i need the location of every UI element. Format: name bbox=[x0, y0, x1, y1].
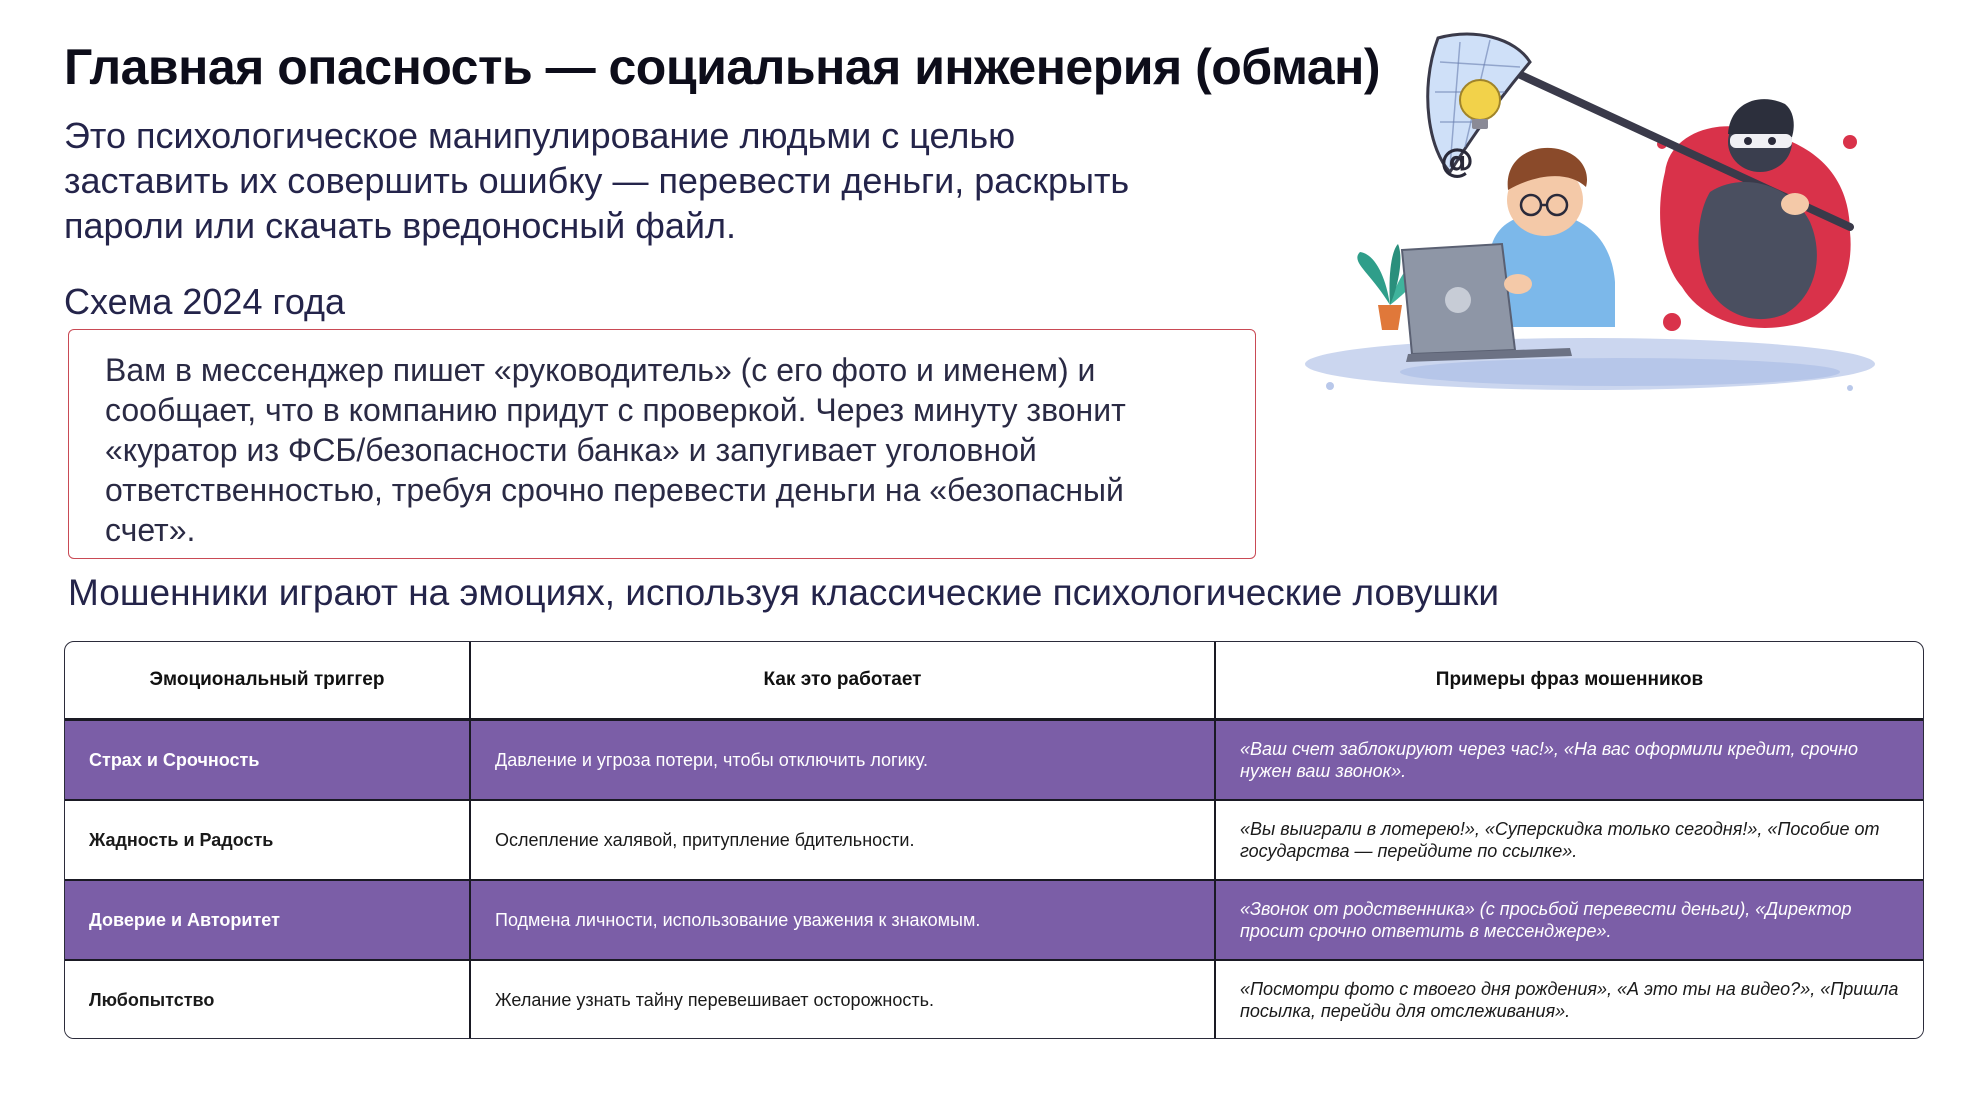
boy-at-laptop-icon bbox=[1402, 148, 1615, 362]
desk-icon bbox=[1305, 338, 1875, 391]
examples-cell: «Вы выиграли в лотерею!», «Суперскидка только сегодня!», «Пособие от государства — перейдите по ссылке». bbox=[1215, 800, 1923, 880]
header-how: Как это работает bbox=[470, 642, 1215, 720]
header-trigger: Эмоциональный триггер bbox=[65, 642, 470, 720]
table-row bbox=[65, 880, 1923, 960]
how-cell: Подмена личности, использование уважения к знакомым. bbox=[470, 880, 1215, 960]
scheme-heading: Схема 2024 года bbox=[64, 281, 346, 322]
traps-heading: Мошенники играют на эмоциях, используя классические психологические ловушки bbox=[68, 572, 1499, 613]
table-header-row bbox=[65, 642, 1923, 720]
page-title: Главная опасность — социальная инженерия (обман) bbox=[64, 39, 1380, 95]
trigger-cell: Любопытство bbox=[65, 960, 470, 1039]
table-row bbox=[65, 800, 1923, 880]
scheme-text: Вам в мессенджер пишет «руководитель» (с его фото и именем) и сообщает, что в компанию придут с проверкой. Через минуту звонит «куратор из ФСБ/безопасности банка» и запугивает уголовной ответственностью, требуя срочно перевести деньги на «безопасный счет». bbox=[105, 352, 1126, 548]
table-row bbox=[65, 960, 1923, 1039]
how-cell: Желание узнать тайну перевешивает осторожность. bbox=[470, 960, 1215, 1039]
svg-text:@: @ bbox=[1440, 141, 1474, 181]
triggers-table bbox=[64, 641, 1924, 1039]
phishing-illustration bbox=[1290, 22, 1890, 412]
trigger-cell: Жадность и Радость bbox=[65, 800, 470, 880]
table-row bbox=[65, 720, 1923, 801]
intro-text: Это психологическое манипулирование людьми с целью заставить их совершить ошибку — перевести деньги, раскрыть пароли или скачать вредоносный файл. bbox=[64, 115, 1130, 246]
examples-cell: «Ваш счет заблокируют через час!», «На вас оформили кредит, срочно нужен ваш звонок». bbox=[1215, 720, 1923, 801]
scheme-box bbox=[68, 329, 1256, 559]
trigger-cell: Доверие и Авторитет bbox=[65, 880, 470, 960]
at-sign-icon bbox=[1440, 141, 1474, 181]
how-cell: Ослепление халявой, притупление бдительности. bbox=[470, 800, 1215, 880]
examples-cell: «Посмотри фото с твоего дня рождения», «А это ты на видео?», «Пришла посылка, перейди для отслеживания». bbox=[1215, 960, 1923, 1039]
examples-cell: «Звонок от родственника» (с просьбой перевести деньги), «Директор просит срочно ответить в мессенджере». bbox=[1215, 880, 1923, 960]
header-examples: Примеры фраз мошенников bbox=[1215, 642, 1923, 720]
trigger-cell: Страх и Срочность bbox=[65, 720, 470, 801]
how-cell: Давление и угроза потери, чтобы отключить логику. bbox=[470, 720, 1215, 801]
